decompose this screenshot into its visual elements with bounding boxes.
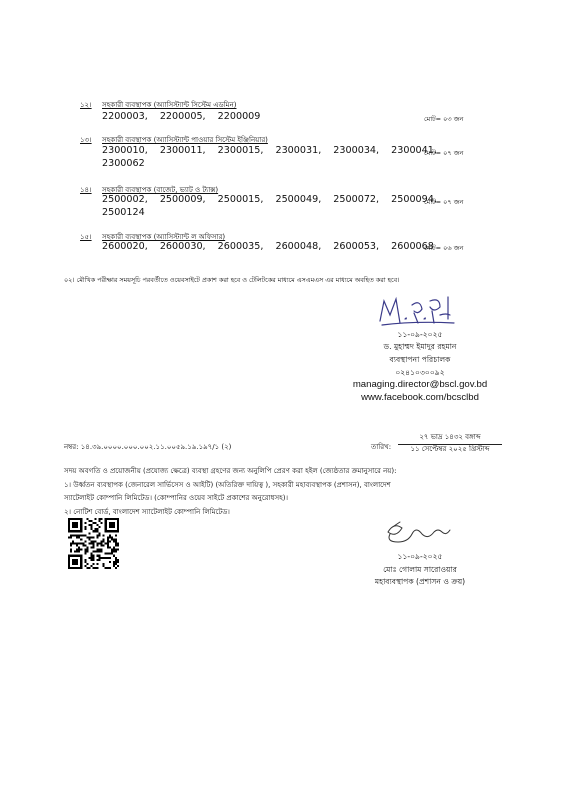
note-paragraph: ০২। মৌখিক পরীক্ষার সময়সূচি পরবর্তীতে ওয়েবসাইটে প্রকাশ করা হবে ও টেলিটকের মাধ্যমে এসএমএস এর মাধ্যমে অবহিত করা হবে। [64, 276, 400, 284]
signatory-1-phone: ০২৪১০৩০০৯২ [395, 368, 445, 377]
memo-date-bangla: ২৭ ভাদ্র ১৪৩২ বঙ্গাব্দ [398, 431, 502, 445]
item-13-total: মোট= ০৭ জন [424, 149, 464, 157]
signatory-1-email[interactable]: managing.director@bscl.gov.bd [352, 379, 488, 390]
item-12-rolls: 2200003, 2200005, 2200009 [102, 111, 261, 122]
item-15-number: ১৫। [80, 233, 92, 241]
item-15-total: মোট= ০৬ জন [424, 244, 464, 252]
qr-code [68, 518, 119, 569]
signatory-1-facebook-link[interactable]: www.facebook.com/bcsclbd [361, 392, 479, 403]
item-14-rolls: 2500002, 2500009, 2500015, 2500049, 2500072, 2500094, 2500124 [102, 194, 437, 218]
signatory-1-date: ১১-০৯-২০২৫ [397, 330, 443, 339]
item-12-post: সহকারী ব্যবস্থাপক (অ্যাসিস্ট্যান্ট সিস্টেম এডমিন) [102, 101, 237, 109]
item-15-rolls: 2600020, 2600030, 2600035, 2600048, 2600053, 2600068 [102, 241, 434, 252]
item-15-post: সহকারী ব্যবস্থাপক (অ্যাসিস্ট্যান্ট ল অফিসার) [102, 233, 226, 241]
copy-intro: সদয় অবগতি ও প্রয়োজনীয় (প্রযোজ্য ক্ষেত্রে) ব্যবস্থা গ্রহণের জন্য অনুলিপি প্রেরণ করা হইল (জ্যেষ্ঠতার ক্রমানুসারে নয়): [64, 467, 397, 475]
item-14-total: মোট= ০৭ জন [424, 198, 464, 206]
memo-date-label: তারিখ: [371, 443, 392, 451]
signatory-2-designation: মহাব্যবস্থাপক (প্রশাসন ও ক্রয়) [374, 577, 466, 586]
item-14-post: সহকারী ব্যবস্থাপক (বাজেট, ভ্যাট ও ট্যাক্স) [102, 186, 219, 194]
item-13-rolls: 2300010, 2300011, 2300015, 2300031, 2300034, 2300041, 2300062 [102, 145, 437, 169]
signatory-2-name: মোঃ গোলাম সারোওয়ার [383, 565, 457, 574]
item-14-number: ১৪। [80, 186, 92, 194]
copy-item-1-line-b: স্যাটেলাইট কোম্পানি লিমিটেড। (কোম্পানির ওয়েব সাইটে প্রকাশের অনুরোধসহ)। [64, 494, 288, 502]
signature-2-image [380, 518, 452, 550]
item-13-number: ১৩। [80, 136, 92, 144]
item-12-total: মোট= ০৩ জন [424, 115, 464, 123]
copy-item-2: ২। নোটিশ বোর্ড, বাংলাদেশ স্যাটেলাইট কোম্পানি লিমিটেড। [64, 508, 230, 516]
signature-1-image [374, 291, 458, 331]
signatory-1-designation: ব্যবস্থাপনা পরিচালক [389, 355, 451, 364]
copy-item-1-line-a: ১। উর্ধ্বতন ব্যবস্থাপক (জেনারেল সার্ভিসেস ও আইটি) (অতিরিক্ত দায়িত্ব ), সহকারী মহাব্যবস্থাপক (প্রশাসন), বাংলাদেশ [64, 481, 391, 489]
signatory-2-date: ১১-০৯-২০২৫ [397, 552, 443, 561]
signatory-1-name: ড. মুহাম্মদ ইমাদুর রহমান [383, 342, 457, 351]
memo-number: নম্বর: ১৪.৩৯.০০০০.০০০.০০২.১১.০০৫৯.১৯.১৯৭/১ (২) [64, 443, 232, 451]
memo-date-english: ১১ সেপ্টেম্বর ২০২৫ খ্রিস্টাব্দ [410, 445, 490, 453]
item-12-number: ১২। [80, 101, 92, 109]
item-13-post: সহকারী ব্যবস্থাপক (অ্যাসিস্ট্যান্ট পাওয়ার সিস্টেম ইঞ্জিনিয়ার) [102, 136, 268, 144]
